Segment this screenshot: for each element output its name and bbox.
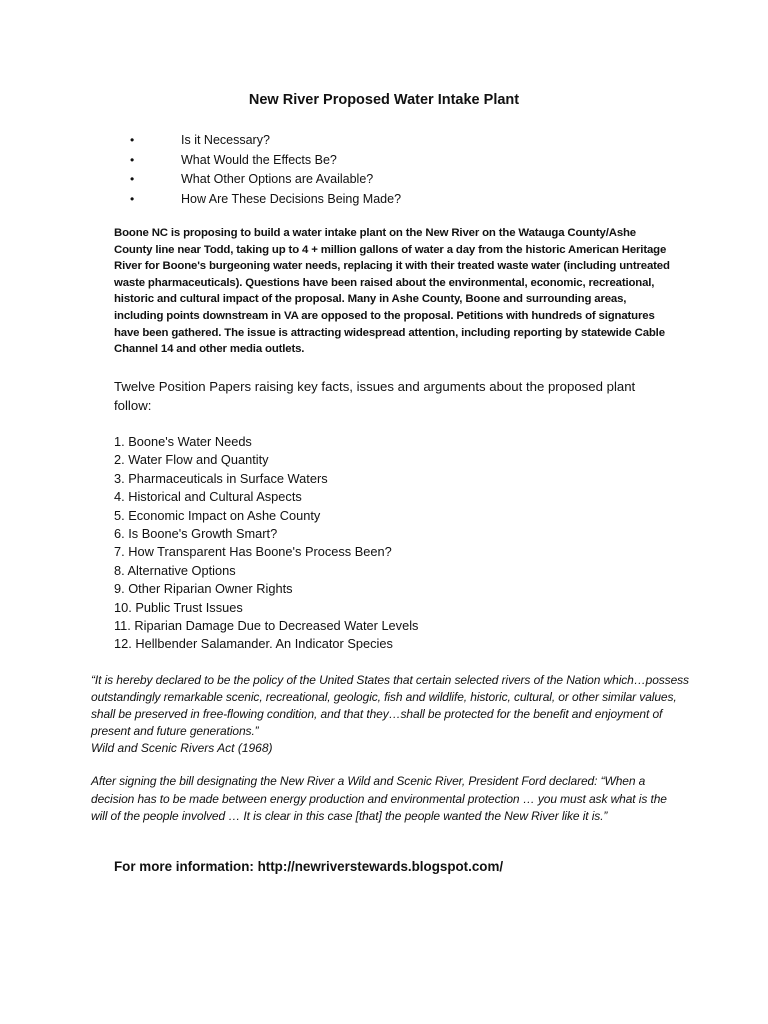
more-info-line: For more information: http://newriverstewards.blogspot.com/: [114, 859, 504, 874]
intro-paragraph: Boone NC is proposing to build a water intake plant on the New River on the Watauga County/Ashe County line near Todd, taking up to 4 + million gallons of water a day from the historic American Heritage River for Boone's burgeoning water needs, replacing it with their treated waste water (including untreated waste pharmaceuticals). Questions have been raised about the environmental, economic, recreational, historic and cultural impact of the proposal. Many in Ashe County, Boone and surrounding areas, including points downstream in VA are opposed to the proposal. Petitions with hundreds of signatures have been gathered. The issue is attracting widespread attention, including reporting by statewide Cable Channel 14 and other media outlets.: [114, 227, 670, 356]
question-text: Is it Necessary?: [181, 133, 270, 147]
question-item: [126, 151, 401, 171]
bullet-icon: •: [130, 152, 135, 167]
question-item: [126, 190, 401, 210]
position-paper-item: 6. Is Boone's Growth Smart?: [114, 525, 278, 541]
position-paper-item: 12. Hellbender Salamander. An Indicator Species: [114, 636, 393, 652]
bullet-icon: •: [130, 192, 135, 207]
act-quote: “It is hereby declared to be the policy of the United States that certain selected rivers of the Nation which…possess outstandingly remarkable scenic, recreational, geologic, fish and wildlife, historic, cultural, or other similar values, shall be preserved in free-flowing condition, and that they…shall be protected for the benefit and enjoyment of present and future generations.”: [91, 673, 689, 738]
position-paper-item: 7. How Transparent Has Boone's Process Been?: [114, 544, 392, 560]
position-paper-item: 8. Alternative Options: [114, 562, 236, 578]
position-paper-item: 3. Pharmaceuticals in Surface Waters: [114, 470, 328, 486]
position-paper-item: 1. Boone's Water Needs: [114, 434, 252, 449]
position-paper-item: 4. Historical and Cultural Aspects: [114, 489, 302, 505]
position-paper-item: 11. Riparian Damage Due to Decreased Water Levels: [114, 617, 419, 633]
question-text: What Other Options are Available?: [181, 172, 374, 187]
position-paper-list: [114, 433, 418, 654]
position-paper-item: 10. Public Trust Issues: [114, 599, 243, 615]
question-list: [126, 131, 401, 210]
question-item: [126, 131, 401, 151]
position-paper-item: 9. Other Riparian Owner Rights: [114, 581, 293, 597]
bullet-icon: •: [130, 172, 135, 187]
question-text: How Are These Decisions Being Made?: [181, 192, 402, 207]
document-title: New River Proposed Water Intake Plant: [248, 92, 520, 108]
ford-quote: After signing the bill designating the New River a Wild and Scenic River, President Ford declared: “When a decision has to be made between energy production and environmental protection … you must ask what is the will of the people involved … It is clear in this case [that] the people wanted the New River like it is.”: [91, 774, 667, 823]
question-item: [126, 170, 401, 190]
act-source: Wild and Scenic Rivers Act (1968): [91, 741, 273, 755]
papers-intro: Twelve Position Papers raising key facts, issues and arguments about the proposed plant follow:: [114, 379, 636, 413]
bullet-icon: •: [130, 133, 135, 147]
question-text: What Would the Effects Be?: [181, 152, 337, 167]
position-paper-item: 5. Economic Impact on Ashe County: [114, 507, 321, 523]
position-paper-item: 2. Water Flow and Quantity: [114, 452, 269, 468]
